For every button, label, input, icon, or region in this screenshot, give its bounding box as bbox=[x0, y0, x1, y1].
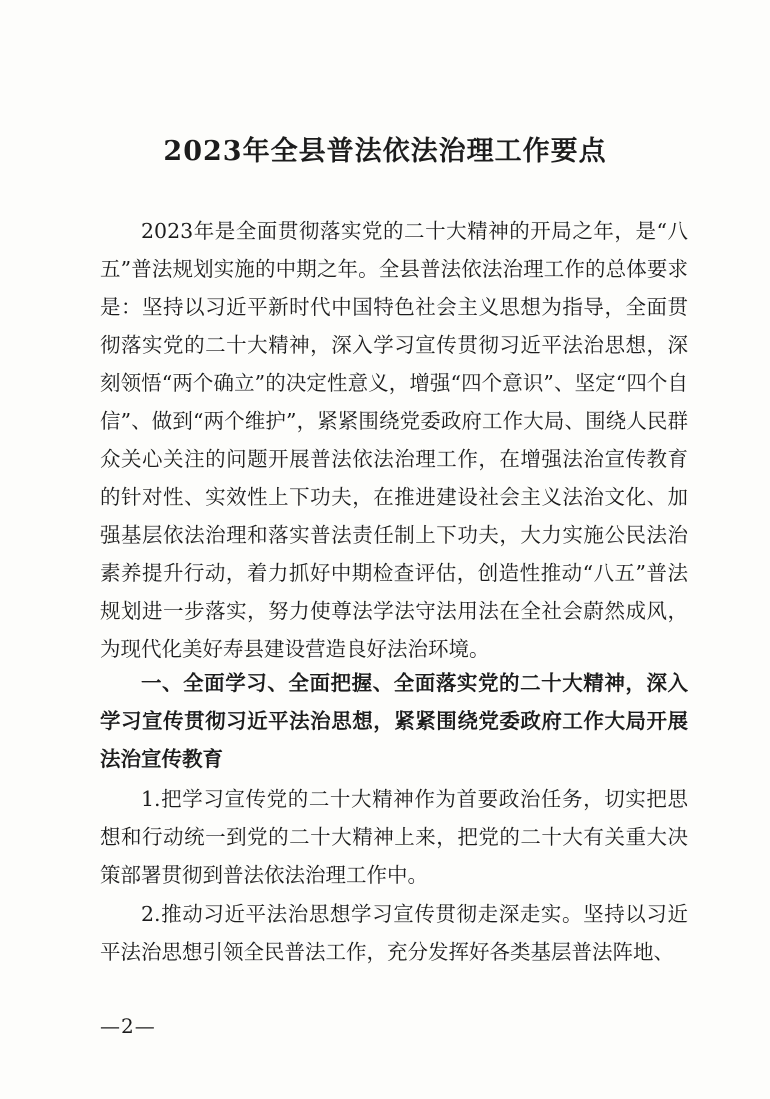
list-item: 2.推动习近平法治思想学习宣传贯彻走深走实。坚持以习近平法治思想引领全民普法工作，充分发挥好各类基层普法阵地、 bbox=[100, 902, 688, 964]
page-number: —2— bbox=[100, 1014, 156, 1038]
intro-paragraph: 2023年是全面贯彻落实党的二十大精神的开局之年，是“八五”普法规划实施的中期之年。全县普法依法治理工作的总体要求是：坚持以习近平新时代中国特色社会主义思想为指导，全面贯彻落实党的二十大精神，深入学习宣传贯彻习近平法治思想，深刻领悟“两个确立”的决定性意义，增强“四个意识”、坚定“四个自信”、做到“两个维护”，紧紧围绕党委政府工作大局、围绕人民群众关心关注的问题开展普法依法治理工作，在增强法治宣传教育的针对性、实效性上下功夫，在推进建设社会主义法治文化、加强基层依法治理和落实普法责任制上下功夫，大力实施公民法治素养提升行动，着力抓好中期检查评估，创造性推动“八五”普法规划进一步落实，努力使尊法学法守法用法在全社会蔚然成风，为现代化美好寿县建设营造良好法治环境。 bbox=[100, 219, 688, 661]
list-item: 1.把学习宣传党的二十大精神作为首要政治任务，切实把思想和行动统一到党的二十大精神上来，把党的二十大有关重大决策部署贯彻到普法依法治理工作中。 bbox=[100, 787, 688, 887]
document-title: 2023年全县普法依法治理工作要点 bbox=[163, 136, 607, 167]
section-heading: 一、全面学习、全面把握、全面落实党的二十大精神，深入学习宣传贯彻习近平法治思想，紧紧围绕党委政府工作大局开展法治宣传教育 bbox=[100, 671, 688, 771]
